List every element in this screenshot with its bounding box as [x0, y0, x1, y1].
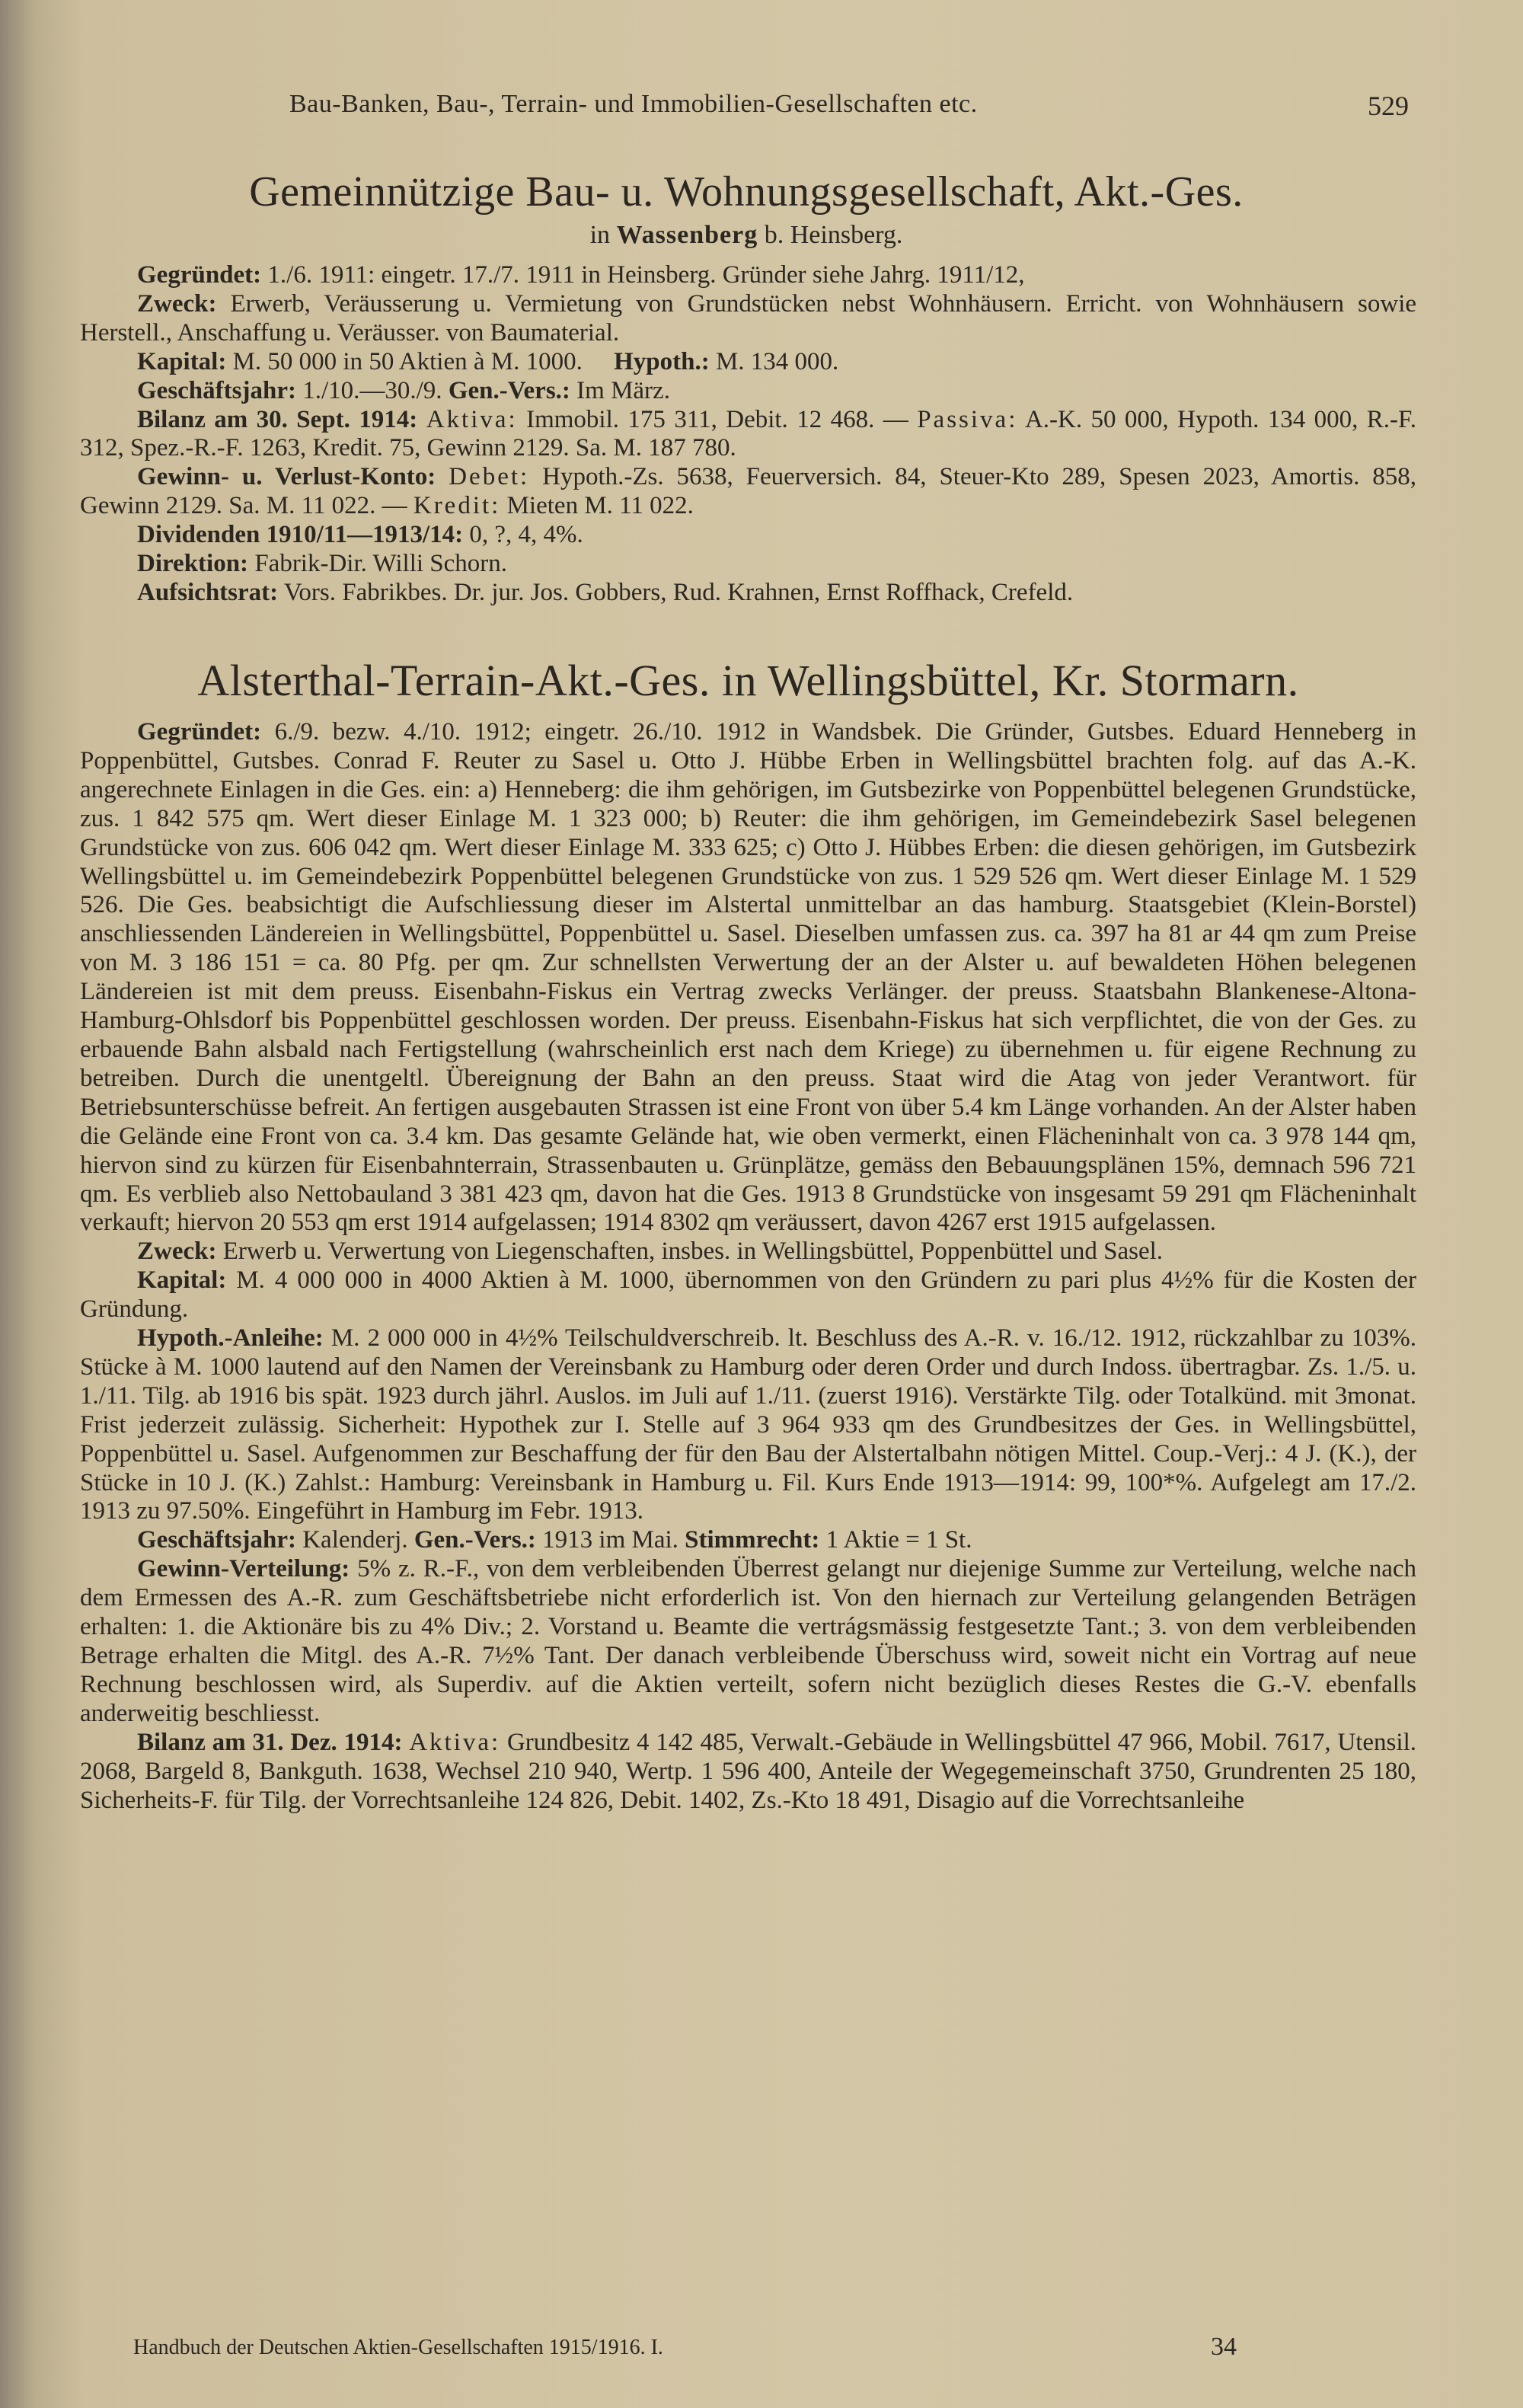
label: Bilanz am 30. Sept. 1914:: [137, 405, 418, 433]
value: 1./6. 1911: eingetr. 17./7. 1911 in Heinsberg. Gründer siehe Jahrg. 1911/12,: [267, 261, 1025, 289]
company-title-1: Gemeinnützige Bau- u. Wohnungsgesellschaft, Akt.-Ges.: [249, 168, 1244, 216]
label: Passiva:: [917, 405, 1018, 433]
label: Kredit:: [413, 492, 501, 520]
label: Aktiva:: [409, 1728, 501, 1756]
entry-bilanz: [80, 1729, 1416, 1816]
entry-bilanz: [80, 406, 1416, 464]
value: Grundbesitz 4 142 485, Verwalt.-Gebäude in Wellingsbüttel 47 966, Mobil. 7617, Utensil. 2068, Bargeld 8, Bankguth. 1638, Wechsel 210 940, Wertp. 1 596 400, Anteile der Wegegemeinschaft 3750, Grundrenten 25 180, Sicherheits-F. für Tilg. der Vorrechtsanleihe 124 826, Debit. 1402, Zs.-Kto 18 491, Disagio auf die Vorrechtsanleihe: [80, 1728, 1416, 1814]
entry-dividenden: [80, 521, 1416, 550]
label: Hypoth.-Anleihe:: [137, 1324, 324, 1353]
entry-aufsichtsrat: [80, 579, 1416, 608]
label: Aktiva:: [426, 405, 518, 433]
value: Immobil. 175 311, Debit. 12 468. —: [526, 405, 908, 433]
entry-gewinn-verteilung: [80, 1555, 1416, 1728]
value: 1./10.—30./9.: [302, 376, 442, 404]
value: 5% z. R.-F., von dem verbleibenden Überrest gelangt nur diejenige Summe zur Verteilung, welche nach dem Ermessen des A.-R. zum Geschäftsbetriebe nicht erforderlich ist. Von den hiernach zur Verteilung gelangenden Beträgen erhalten: 1. die Aktionäre bis zu 4% Div.; 2. Vorstand u. Beamte die vertrágsmässig festgesetzte Tant.; 3. von dem verbleibenden Betrage erhalten die Mitgl. des A.-R. 7½% Tant. Der danach verbleibende Überschuss wird, soweit nicht ein Vortrag auf neue Rechnung beschlossen wird, als Superdiv. auf die Aktien verteilt, sofern nicht bezüglich dieses Restes die G.-V. ebenfalls anderweitig beschliesst.: [80, 1555, 1416, 1727]
value: Vors. Fabrikbes. Dr. jur. Jos. Gobbers, Rud. Krahnen, Ernst Roffhack, Crefeld.: [283, 578, 1074, 606]
label: Kapital:: [137, 1266, 227, 1295]
entry-kapital: [80, 348, 1416, 377]
value: 6./9. bezw. 4./10. 1912; eingetr. 26./10. 1912 in Wandsbek. Die Gründer, Gutsbes. Eduard Henneberg in Poppenbüttel, Gutsbes. Conrad F. Reuter zu Sasel u. Otto J. Hübbe Erben in Wellingsbüttel brachten folg. auf das A.-K. angerechnete Einlagen in die Ges. ein: a) Henneberg: die ihm gehörigen, im Gutsbezirke von Poppenbüttel belegenen Grundstücke, zus. 1 842 575 qm. Wert dieser Einlage M. 1 323 000; b) Reuter: die ihm gehörigen, im Gemeindebezirk Sasel belegenen Grundstücke von zus. 606 042 qm. Wert dieser Einlage M. 333 625; c) Otto J. Hübbes Erben: die diesen gehörigen, im Gutsbezirk Wellingsbüttel u. im Gemeindebezirk Poppenbüttel belegenen Grundstücke von zus. 1 529 526 qm. Wert dieser Einlage M. 1 529 526. Die Ges. beabsichtigt die Aufschliessung dieser im Alstertal unmittelbar an das hamburg. Staatsgebiet (Klein-Borstel) anschliessenden Ländereien in Wellingsbüttel, Poppenbüttel u. Sasel. Dieselben umfassen zus. ca. 397 ha 81 ar 44 qm zum Preise von M. 3 186 151 = ca. 80 Pfg. per qm. Zur schnellsten Verwertung der an der Alster u. auf bewaldeten Höhen belegenen Ländereien ist mit dem preuss. Eisenbahn-Fiskus ein Vertrag zwecks Verlänger. der preuss. Staatsbahn Blankenese-Altona-Hamburg-Ohlsdorf bis Poppenbüttel geschlossen worden. Der preuss. Eisenbahn-Fiskus hat sich verpflichtet, die von der Ges. zu erbauende Bahn alsbald nach Fertigstellung (wahrscheinlich erst nach dem Kriege) zu übernehmen u. für eigene Rechnung zu betreiben. Durch die unentgeltl. Übereignung der Bahn an den preuss. Staat wird die Atag von jeder Verantwort. für Betriebsunterschüsse befreit. An fertigen ausgebauten Strassen ist eine Front von über 5.4 km Länge vorhanden. An der Alster haben die Gelände eine Front von ca. 3.4 km. Das gesamte Gelände hat, wie oben vermerkt, einen Flächeninhalt von ca. 3 978 144 qm, hiervon sind zu kürzen für Eisenbahnterrain, Strassenbauten u. Grünplätze, gemäss den Bebauungsplänen 15%, demnach 596 721 qm. Es verblieb also Nettobauland 3 381 423 qm, davon hat die Ges. 1913 8 Grundstücke von insgesamt 59 291 qm Flächeninhalt verkauft; hiervon 20 553 qm erst 1914 aufgelassen; 1914 8302 qm veräussert, davon 4267 erst 1915 aufgelassen.: [80, 718, 1416, 1237]
location-city: Wassenberg: [616, 221, 758, 249]
entry-zweck: [80, 1238, 1416, 1266]
company-1-body: [80, 261, 1416, 608]
label: Geschäftsjahr:: [137, 376, 296, 404]
value: Hypoth.-Zs. 5638, Feuerversich. 84, Steuer-Kto 289, Spesen 2023, Amortis. 858, Gewinn 2129. Sa. M. 11 022. —: [80, 463, 1417, 520]
label: Debet:: [449, 463, 530, 491]
value: M. 134 000.: [715, 347, 839, 375]
label: Stimmrecht:: [685, 1526, 820, 1554]
value: Fabrik-Dir. Willi Schorn.: [254, 550, 508, 578]
signature-mark: 34: [1211, 2333, 1237, 2361]
label: Aufsichtsrat:: [137, 578, 279, 606]
entry-gegruendet: [80, 718, 1416, 1238]
label: Geschäftsjahr:: [137, 1526, 296, 1554]
value: Erwerb u. Verwertung von Liegenschaften, insbes. in Wellingsbüttel, Poppenbüttel und Sasel.: [222, 1238, 1164, 1266]
entry-gewinn-verlust: [80, 463, 1416, 521]
location-prefix: in: [589, 221, 611, 249]
entry-zweck: [80, 290, 1416, 348]
company-2-body: [80, 718, 1416, 1815]
entry-gegruendet: [80, 261, 1416, 290]
value: M. 4 000 000 in 4000 Aktien à M. 1000, übernommen von den Gründern zu pari plus 4½% für die Kosten der Gründung.: [80, 1266, 1417, 1324]
page-number: 529: [1368, 91, 1409, 121]
entry-kapital: [80, 1266, 1416, 1324]
value: 1 Aktie = 1 St.: [825, 1526, 972, 1554]
label: Gegründet:: [137, 718, 262, 746]
label: Dividenden 1910/11—1913/14:: [137, 521, 464, 549]
value: M. 50 000 in 50 Aktien à M. 1000.: [232, 347, 583, 375]
label: Gen.-Vers.:: [413, 1526, 536, 1554]
value: A.-K. 50 000, Hypoth. 134 000, R.-F. 312, Spez.-R.-F. 1263, Kredit. 75, Gewinn 2129. Sa. M. 187 780.: [80, 405, 1416, 462]
label: Direktion:: [137, 550, 249, 578]
label: Kapital:: [137, 347, 227, 375]
location-suffix: b. Heinsberg.: [764, 221, 903, 249]
value: Im März.: [576, 376, 670, 404]
entry-geschaeftsjahr: [80, 1526, 1416, 1555]
value: 0, ?, 4, 4%.: [469, 521, 583, 549]
label: Gewinn- u. Verlust-Konto:: [137, 463, 436, 491]
label: Gen.-Vers.:: [448, 376, 570, 404]
footer-text: Handbuch der Deutschen Aktien-Gesellschaften 1915/1916. I.: [133, 2336, 663, 2359]
running-head: Bau-Banken, Bau-, Terrain- und Immobilien-Gesellschaften etc.: [289, 90, 978, 118]
value: Kalenderj.: [302, 1526, 408, 1554]
entry-direktion: [80, 550, 1416, 579]
label: Bilanz am 31. Dez. 1914:: [137, 1728, 403, 1756]
value: Mieten M. 11 022.: [506, 492, 694, 520]
company-location-1: [91, 221, 1401, 250]
label: Gegründet:: [137, 261, 262, 289]
value: 1913 im Mai.: [542, 1526, 678, 1554]
label: Zweck:: [137, 289, 217, 318]
page-footer: [133, 2333, 1276, 2361]
label: Gewinn-Verteilung:: [137, 1555, 350, 1583]
value: M. 2 000 000 in 4½% Teilschuldverschreib. lt. Beschluss des A.-R. v. 16./12. 1912, rückzahlbar zu 103%. Stücke à M. 1000 lautend auf den Namen der Vereinsbank zu Hamburg oder deren Order und durch Indoss. übertragbar. Zs. 1./5. u. 1./11. Tilg. ab 1916 bis spät. 1923 durch jährl. Auslos. im Juli auf 1./11. (zuerst 1916). Verstärkte Tilg. oder Totalkünd. mit 3monat. Frist jederzeit zulässig. Sicherheit: Hypothek zur I. Stelle auf 3 964 933 qm des Grundbesitzes der Ges. in Wellingsbüttel, Poppenbüttel u. Sasel. Aufgenommen zur Beschaffung der für den Bau der Alstertalbahn nötigen Mittel. Coup.-Verj.: 4 J. (K.), der Stücke in 10 J. (K.) Zahlst.: Hamburg: Vereinsbank in Hamburg u. Fil. Kurs Ende 1913—1914: 99, 100*%. Aufgelegt am 17./2. 1913 zu 97.50%. Eingeführt in Hamburg im Febr. 1913.: [80, 1324, 1417, 1525]
value: Erwerb, Veräusserung u. Vermietung von Grundstücken nebst Wohnhäusern. Erricht. von Wohnhäusern sowie Herstell., Anschaffung u. Veräusser. von Baumaterial.: [80, 289, 1417, 347]
entry-hypoth-anleihe: [80, 1324, 1416, 1526]
entry-geschaeftsjahr: [80, 377, 1416, 406]
label: Hypoth.:: [614, 347, 710, 375]
label: Zweck:: [137, 1238, 217, 1266]
company-title-2: Alsterthal-Terrain-Akt.-Ges. in Wellingsbüttel, Kr. Stormarn.: [197, 656, 1299, 705]
